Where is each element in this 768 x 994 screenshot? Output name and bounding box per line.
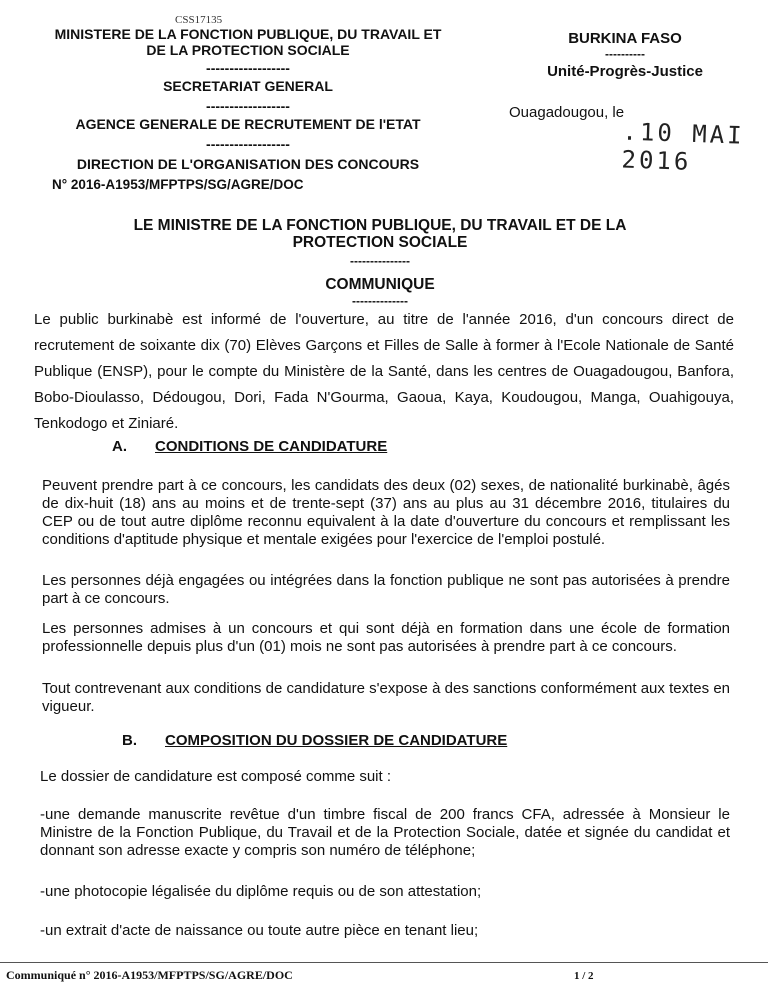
section-a-paragraph-3: Les personnes admises à un concours et qui sont déjà en formation dans une école de formation professionnelle depuis plus d'un (01) mois ne sont pas autorisées à prendre part à ce concours. xyxy=(42,620,730,655)
separator: ------------------ xyxy=(206,60,290,76)
section-b-item-3: -un extrait d'acte de naissance ou toute autre pièce en tenant lieu; xyxy=(40,922,479,939)
country-name: BURKINA FASO xyxy=(568,30,682,47)
reference-number: N° 2016-A1953/MFPTPS/SG/AGRE/DOC xyxy=(52,177,304,192)
section-a-paragraph-1: Peuvent prendre part à ce concours, les candidats des deux (02) sexes, de nationalité burkinabè, âgés de dix-huit (18) ans au moins et de trente-sept (37) ans au plus au 31 décembre 2016, titulaires du CEP ou de tout autre diplôme reconnu equivalent à la date d'ouverture du concours et remplissant les conditions d'aptitude physique et mentale exigées pour l'exercice de l'emploi postulé. xyxy=(42,477,730,548)
separator: ------------------ xyxy=(206,136,290,152)
footer-rule xyxy=(0,962,768,963)
section-b-title: COMPOSITION DU DOSSIER DE CANDIDATURE xyxy=(165,732,508,749)
separator: ---------- xyxy=(605,47,645,61)
ministry-line-1: MINISTERE DE LA FONCTION PUBLIQUE, DU TRAVAIL ET xyxy=(54,26,442,42)
section-b-item-1: -une demande manuscrite revêtue d'un timbre fiscal de 200 francs CFA, adressée à Monsieur le Ministre de la Fonction Publique, du Travail et de la Protection Sociale, datée et signée du candidat et donnant son adresse exacte y compris son numéro de téléphone; xyxy=(40,806,730,859)
secretariat: SECRETARIAT GENERAL xyxy=(163,78,333,94)
separator: --------------- xyxy=(350,254,410,268)
section-b-intro: Le dossier de candidature est composé comme suit : xyxy=(40,768,392,785)
separator: -------------- xyxy=(352,294,408,308)
title-line-1: LE MINISTRE DE LA FONCTION PUBLIQUE, DU TRAVAIL ET DE LA xyxy=(133,217,627,234)
agency: AGENCE GENERALE DE RECRUTEMENT DE l'ETAT xyxy=(75,116,421,132)
country-motto: Unité-Progrès-Justice xyxy=(547,63,703,80)
document-title xyxy=(90,217,670,310)
section-b-item-2: -une photocopie légalisée du diplôme requis ou de son attestation; xyxy=(40,883,482,900)
header-right xyxy=(520,30,730,80)
place-label: Ouagadougou, le xyxy=(509,104,625,121)
direction: DIRECTION DE L'ORGANISATION DES CONCOURS xyxy=(76,156,420,172)
title-line-2: PROTECTION SOCIALE xyxy=(292,234,468,251)
ministry-line-2: DE LA PROTECTION SOCIALE xyxy=(146,42,350,58)
separator: ------------------ xyxy=(206,98,290,114)
date-stamp: .10 MAI 2016 xyxy=(621,117,746,176)
section-b-heading xyxy=(122,732,507,749)
intro-paragraph: Le public burkinabè est informé de l'ouverture, au titre de l'année 2016, d'un concours direct de recrutement de soixante dix (70) Elèves Garçons et Filles de Salle à former à l'Ecole Nationale de Santé Publique (ENSP), pour le compte du Ministère de la Santé, dans les centres de Ouagadougou, Banfora, Bobo-Dioulasso, Dédougou, Dori, Fada N'Gourma, Gaoua, Kaya, Koudougou, Manga, Ouahigouya, Tenkodogo et Ziniaré. xyxy=(34,311,734,432)
page-number: 1 / 2 xyxy=(574,970,594,982)
section-a-letter: A. xyxy=(112,438,127,455)
document-code: CSS17135 xyxy=(175,14,223,26)
section-a-title: CONDITIONS DE CANDIDATURE xyxy=(155,438,388,455)
section-a-paragraph-4: Tout contrevenant aux conditions de candidature s'expose à des sanctions conformément aux textes en vigueur. xyxy=(42,680,730,715)
section-a-heading xyxy=(112,438,387,455)
header-left xyxy=(38,26,458,172)
section-b-letter: B. xyxy=(122,732,137,749)
section-a-paragraph-2: Les personnes déjà engagées ou intégrées dans la fonction publique ne sont pas autorisées à prendre part à ce concours. xyxy=(42,572,730,607)
footer-reference: Communiqué n° 2016-A1953/MFPTPS/SG/AGRE/DOC xyxy=(6,968,293,982)
communique-heading: COMMUNIQUE xyxy=(325,276,435,293)
